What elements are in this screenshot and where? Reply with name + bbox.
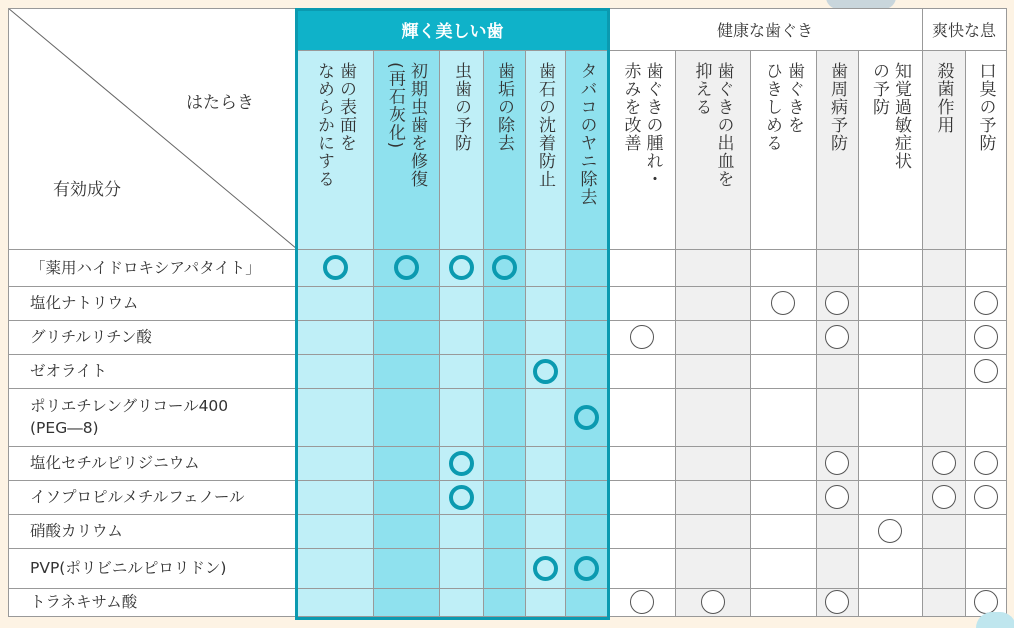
column-header-label: タバコのヤニ除去: [576, 62, 597, 206]
row-ingredient-name: 硝酸カリウム: [30, 522, 123, 540]
column-header-label: 歯ぐきの腫れ・ 赤みを改善: [620, 62, 663, 188]
circle-mark-icon: [878, 519, 902, 543]
ingredient-function-table: [8, 8, 1006, 616]
circle-mark-icon: [574, 405, 599, 430]
function-header-label: はたらき: [186, 93, 254, 113]
group-header: 健康な歯ぐき: [608, 8, 922, 50]
circle-mark-icon: [825, 590, 849, 614]
row-ingredient-name: トラネキサム酸: [30, 593, 138, 611]
circle-mark-icon: [825, 291, 849, 315]
row-ingredient-name: ポリエチレングリコール400 (PEG―8): [30, 397, 229, 437]
circle-mark-icon: [630, 325, 654, 349]
grid-line: [483, 50, 484, 616]
circle-mark-icon: [701, 590, 725, 614]
circle-mark-icon: [492, 255, 517, 280]
column-header-label: 口臭の予防: [975, 62, 996, 152]
grid-line: [750, 50, 751, 616]
grid-line: [8, 548, 1006, 549]
column-header-label: 歯周病予防: [827, 62, 847, 152]
circle-mark-icon: [932, 485, 956, 509]
circle-mark-icon: [974, 485, 998, 509]
column-header-label: 知覚過敏症状 の予防: [869, 62, 911, 170]
grid-line: [8, 286, 1006, 287]
column-header-label: 歯ぐきの出血を 抑える: [691, 62, 734, 188]
grid-line: [675, 50, 676, 616]
row-ingredient-name: 塩化セチルピリジニウム: [30, 454, 200, 472]
circle-mark-icon: [630, 590, 654, 614]
circle-mark-icon: [974, 451, 998, 475]
grid-line: [8, 616, 1006, 617]
grid-line: [965, 50, 966, 616]
grid-line: [922, 8, 923, 616]
grid-line: [525, 50, 526, 616]
circle-mark-icon: [974, 291, 998, 315]
row-ingredient-name: イソプロピルメチルフェノール: [30, 488, 245, 506]
column-header-label: 初期虫歯を修復 (再石灰化): [385, 62, 427, 188]
circle-mark-icon: [574, 556, 599, 581]
circle-mark-icon: [533, 556, 558, 581]
circle-mark-icon: [974, 590, 998, 614]
grid-line: [8, 446, 1006, 447]
circle-mark-icon: [825, 451, 849, 475]
row-ingredient-name: ゼオライト: [30, 362, 108, 380]
circle-mark-icon: [394, 255, 419, 280]
grid-line: [816, 50, 817, 616]
circle-mark-icon: [825, 485, 849, 509]
circle-mark-icon: [449, 255, 474, 280]
circle-mark-icon: [974, 359, 998, 383]
corner-header-cell: [8, 8, 297, 249]
row-ingredient-name: PVP(ポリビニルピロリドン): [30, 559, 227, 577]
column-header-label: 歯石の沈着防止: [535, 62, 555, 188]
grid-line: [8, 249, 1006, 250]
grid-line: [8, 588, 1006, 589]
grid-line: [858, 50, 859, 616]
circle-mark-icon: [323, 255, 348, 280]
ingredient-header-label: 有効成分: [53, 180, 121, 200]
circle-mark-icon: [771, 291, 795, 315]
column-header-label: 虫歯の予防: [451, 62, 471, 152]
circle-mark-icon: [932, 451, 956, 475]
decorative-tab-bottom: [976, 612, 1014, 628]
row-ingredient-name: 塩化ナトリウム: [30, 294, 139, 312]
grid-line: [8, 320, 1006, 321]
row-ingredient-name: 「薬用ハイドロキシアパタイト」: [30, 258, 261, 277]
circle-mark-icon: [825, 325, 849, 349]
row-ingredient-name: グリチルリチン酸: [30, 328, 152, 346]
grid-line: [1006, 8, 1007, 616]
grid-line: [565, 50, 566, 616]
column-header-label: 歯垢の除去: [494, 62, 514, 152]
grid-line: [8, 480, 1006, 481]
group-header: 爽快な息: [922, 8, 1006, 50]
column-header-label: 殺菌作用: [933, 62, 954, 134]
column-header-label: 歯の表面を なめらかにする: [314, 62, 356, 188]
grid-line: [608, 8, 609, 616]
group-header: 輝く美しい歯: [297, 8, 608, 50]
grid-line: [8, 8, 9, 616]
diagonal-divider: [8, 8, 297, 249]
grid-line: [8, 8, 1006, 9]
grid-line: [8, 354, 1006, 355]
grid-line: [439, 50, 440, 616]
grid-line: [8, 514, 1006, 515]
circle-mark-icon: [449, 485, 474, 510]
column-header-label: 歯ぐきを ひきしめる: [762, 62, 804, 152]
grid-line: [8, 388, 1006, 389]
grid-line: [373, 50, 374, 616]
circle-mark-icon: [449, 451, 474, 476]
circle-mark-icon: [533, 359, 558, 384]
grid-line: [297, 8, 298, 616]
grid-line: [297, 50, 1006, 51]
circle-mark-icon: [974, 325, 998, 349]
